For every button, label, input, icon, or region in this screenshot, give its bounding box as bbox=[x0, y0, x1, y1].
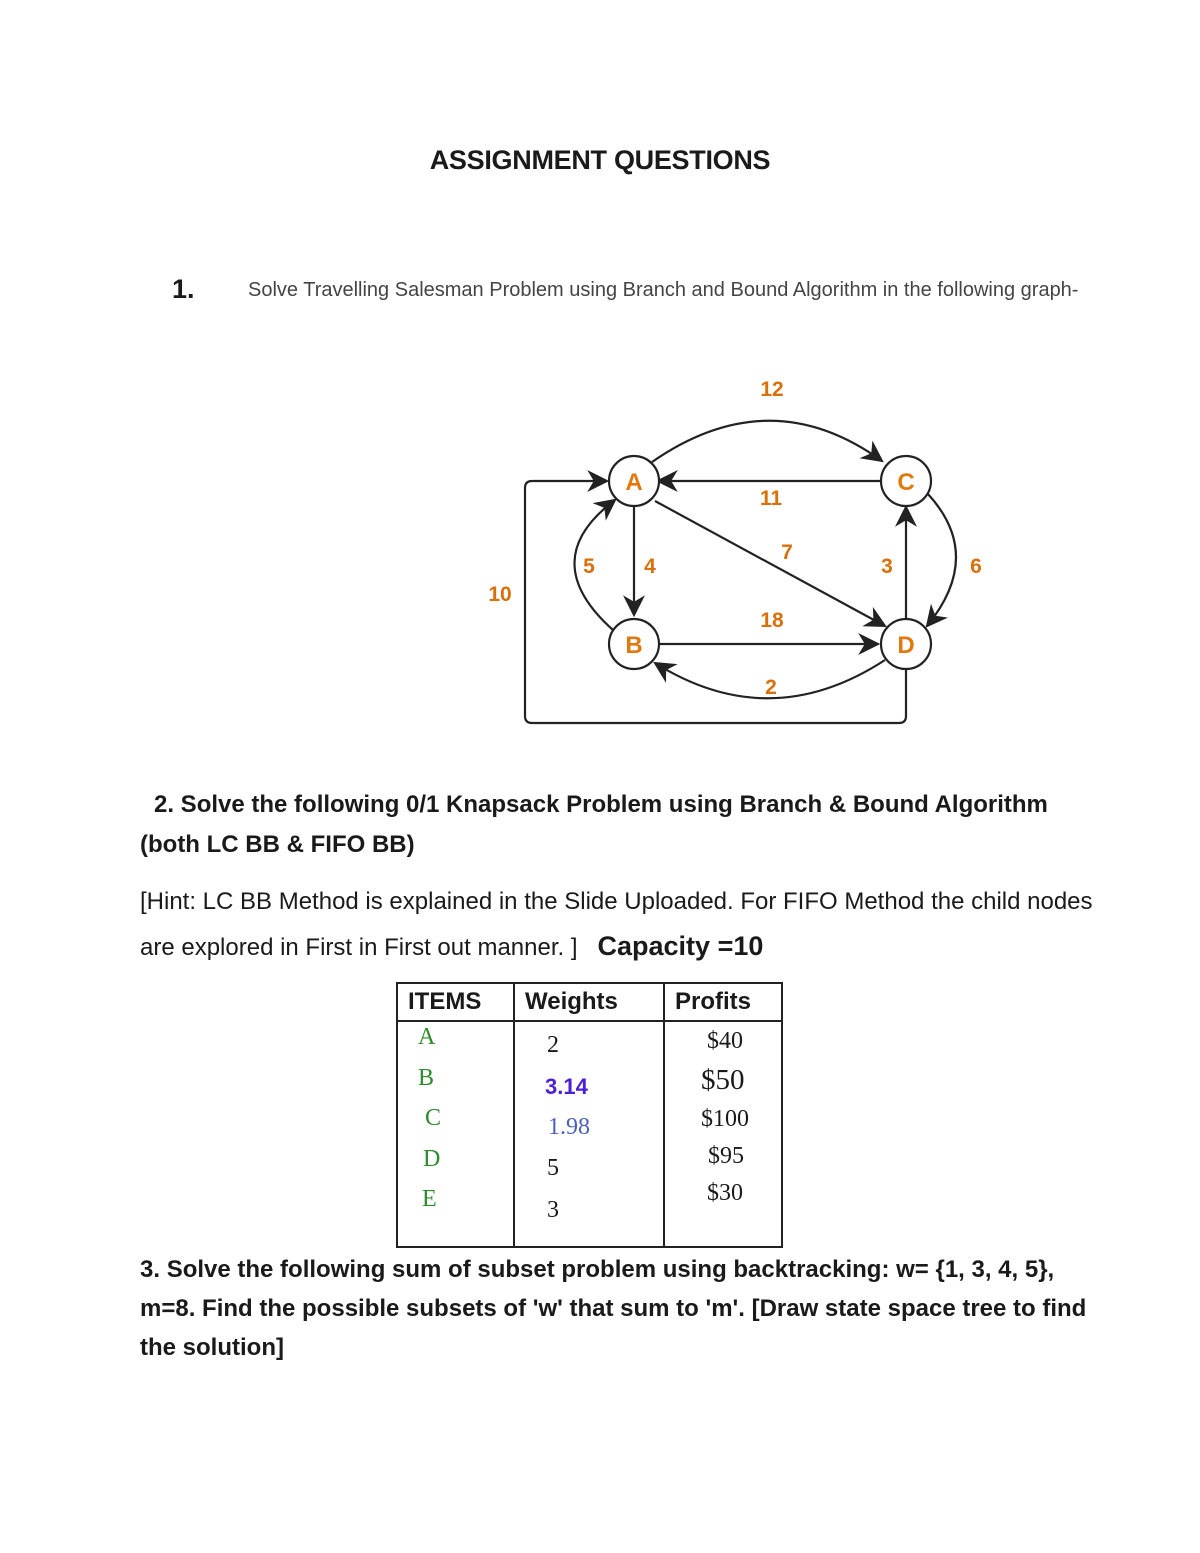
svg-text:C: C bbox=[897, 469, 915, 496]
capacity-label: Capacity =10 bbox=[597, 931, 764, 961]
weight-a: 2 bbox=[547, 1032, 559, 1058]
edge-c-d bbox=[927, 493, 956, 626]
question-2-heading bbox=[140, 785, 1100, 865]
profit-d: $95 bbox=[708, 1143, 744, 1169]
node-b bbox=[609, 619, 659, 669]
weight-c: 1.98 bbox=[548, 1114, 590, 1140]
question-2-line1: 2. Solve the following 0/1 Knapsack Problem using Branch & Bound Algorithm bbox=[154, 791, 1048, 818]
column-header-profits: Profits bbox=[664, 983, 782, 1021]
svg-text:D: D bbox=[897, 632, 915, 659]
weight-label-d-b: 2 bbox=[765, 676, 777, 699]
weight-e: 3 bbox=[547, 1197, 559, 1223]
profits-cell bbox=[664, 1021, 782, 1247]
weight-label-a-b: 4 bbox=[644, 555, 656, 578]
question-2-line2: (both LC BB & FIFO BB) bbox=[140, 831, 415, 858]
column-header-items: ITEMS bbox=[397, 983, 514, 1021]
weight-label-d-c: 3 bbox=[881, 555, 893, 578]
item-c: C bbox=[425, 1105, 442, 1131]
table-body-row bbox=[397, 1021, 782, 1247]
tsp-graph bbox=[480, 360, 980, 740]
question-3-number: 3. bbox=[140, 1256, 161, 1283]
question-2-hint-block bbox=[140, 880, 1100, 970]
items-cell bbox=[397, 1021, 514, 1247]
node-c bbox=[881, 456, 931, 506]
weight-label-d-a: 10 bbox=[488, 583, 512, 606]
weights-cell bbox=[514, 1021, 664, 1247]
profit-b: $50 bbox=[701, 1064, 745, 1096]
edge-a-c bbox=[652, 421, 882, 462]
weight-label-b-d: 18 bbox=[760, 609, 784, 632]
svg-text:A: A bbox=[625, 469, 643, 496]
item-e: E bbox=[422, 1186, 437, 1212]
question-3 bbox=[140, 1250, 1100, 1367]
node-a bbox=[609, 456, 659, 506]
weight-b: 3.14 bbox=[545, 1074, 588, 1099]
question-1-number: 1. bbox=[172, 274, 195, 304]
node-d bbox=[881, 619, 931, 669]
item-b: B bbox=[418, 1065, 435, 1091]
profit-a: $40 bbox=[707, 1028, 743, 1054]
weight-label-c-d: 6 bbox=[970, 555, 982, 578]
svg-text:B: B bbox=[625, 632, 643, 659]
weight-label-c-a: 11 bbox=[759, 487, 783, 510]
question-3-text: Solve the following sum of subset problem using backtracking: w= {1, 3, 4, 5}, m=8. Find the possible subsets of 'w' that sum to 'm'. [Draw state space tree to find the solution] bbox=[140, 1256, 1087, 1361]
item-d: D bbox=[423, 1146, 441, 1172]
knapsack-table bbox=[396, 982, 783, 1248]
weight-d: 5 bbox=[547, 1155, 559, 1181]
profit-e: $30 bbox=[707, 1180, 743, 1206]
question-2-hint: [Hint: LC BB Method is explained in the Slide Uploaded. For FIFO Method the child nodes are explored in First in First out manner. ] bbox=[140, 888, 1093, 961]
page-title: ASSIGNMENT QUESTIONS bbox=[429, 145, 771, 175]
item-a: A bbox=[418, 1024, 436, 1050]
edge-d-a bbox=[525, 481, 906, 723]
weight-label-a-d: 7 bbox=[781, 541, 793, 564]
weight-label-a-c: 12 bbox=[760, 378, 784, 401]
edge-a-d bbox=[655, 501, 885, 626]
weight-label-b-a: 5 bbox=[583, 555, 595, 578]
question-1-text: Solve Travelling Salesman Problem using Branch and Bound Algorithm in the following graph- bbox=[248, 279, 1079, 301]
profit-c: $100 bbox=[701, 1106, 749, 1132]
table-header-row bbox=[397, 983, 782, 1021]
column-header-weights: Weights bbox=[514, 983, 664, 1021]
